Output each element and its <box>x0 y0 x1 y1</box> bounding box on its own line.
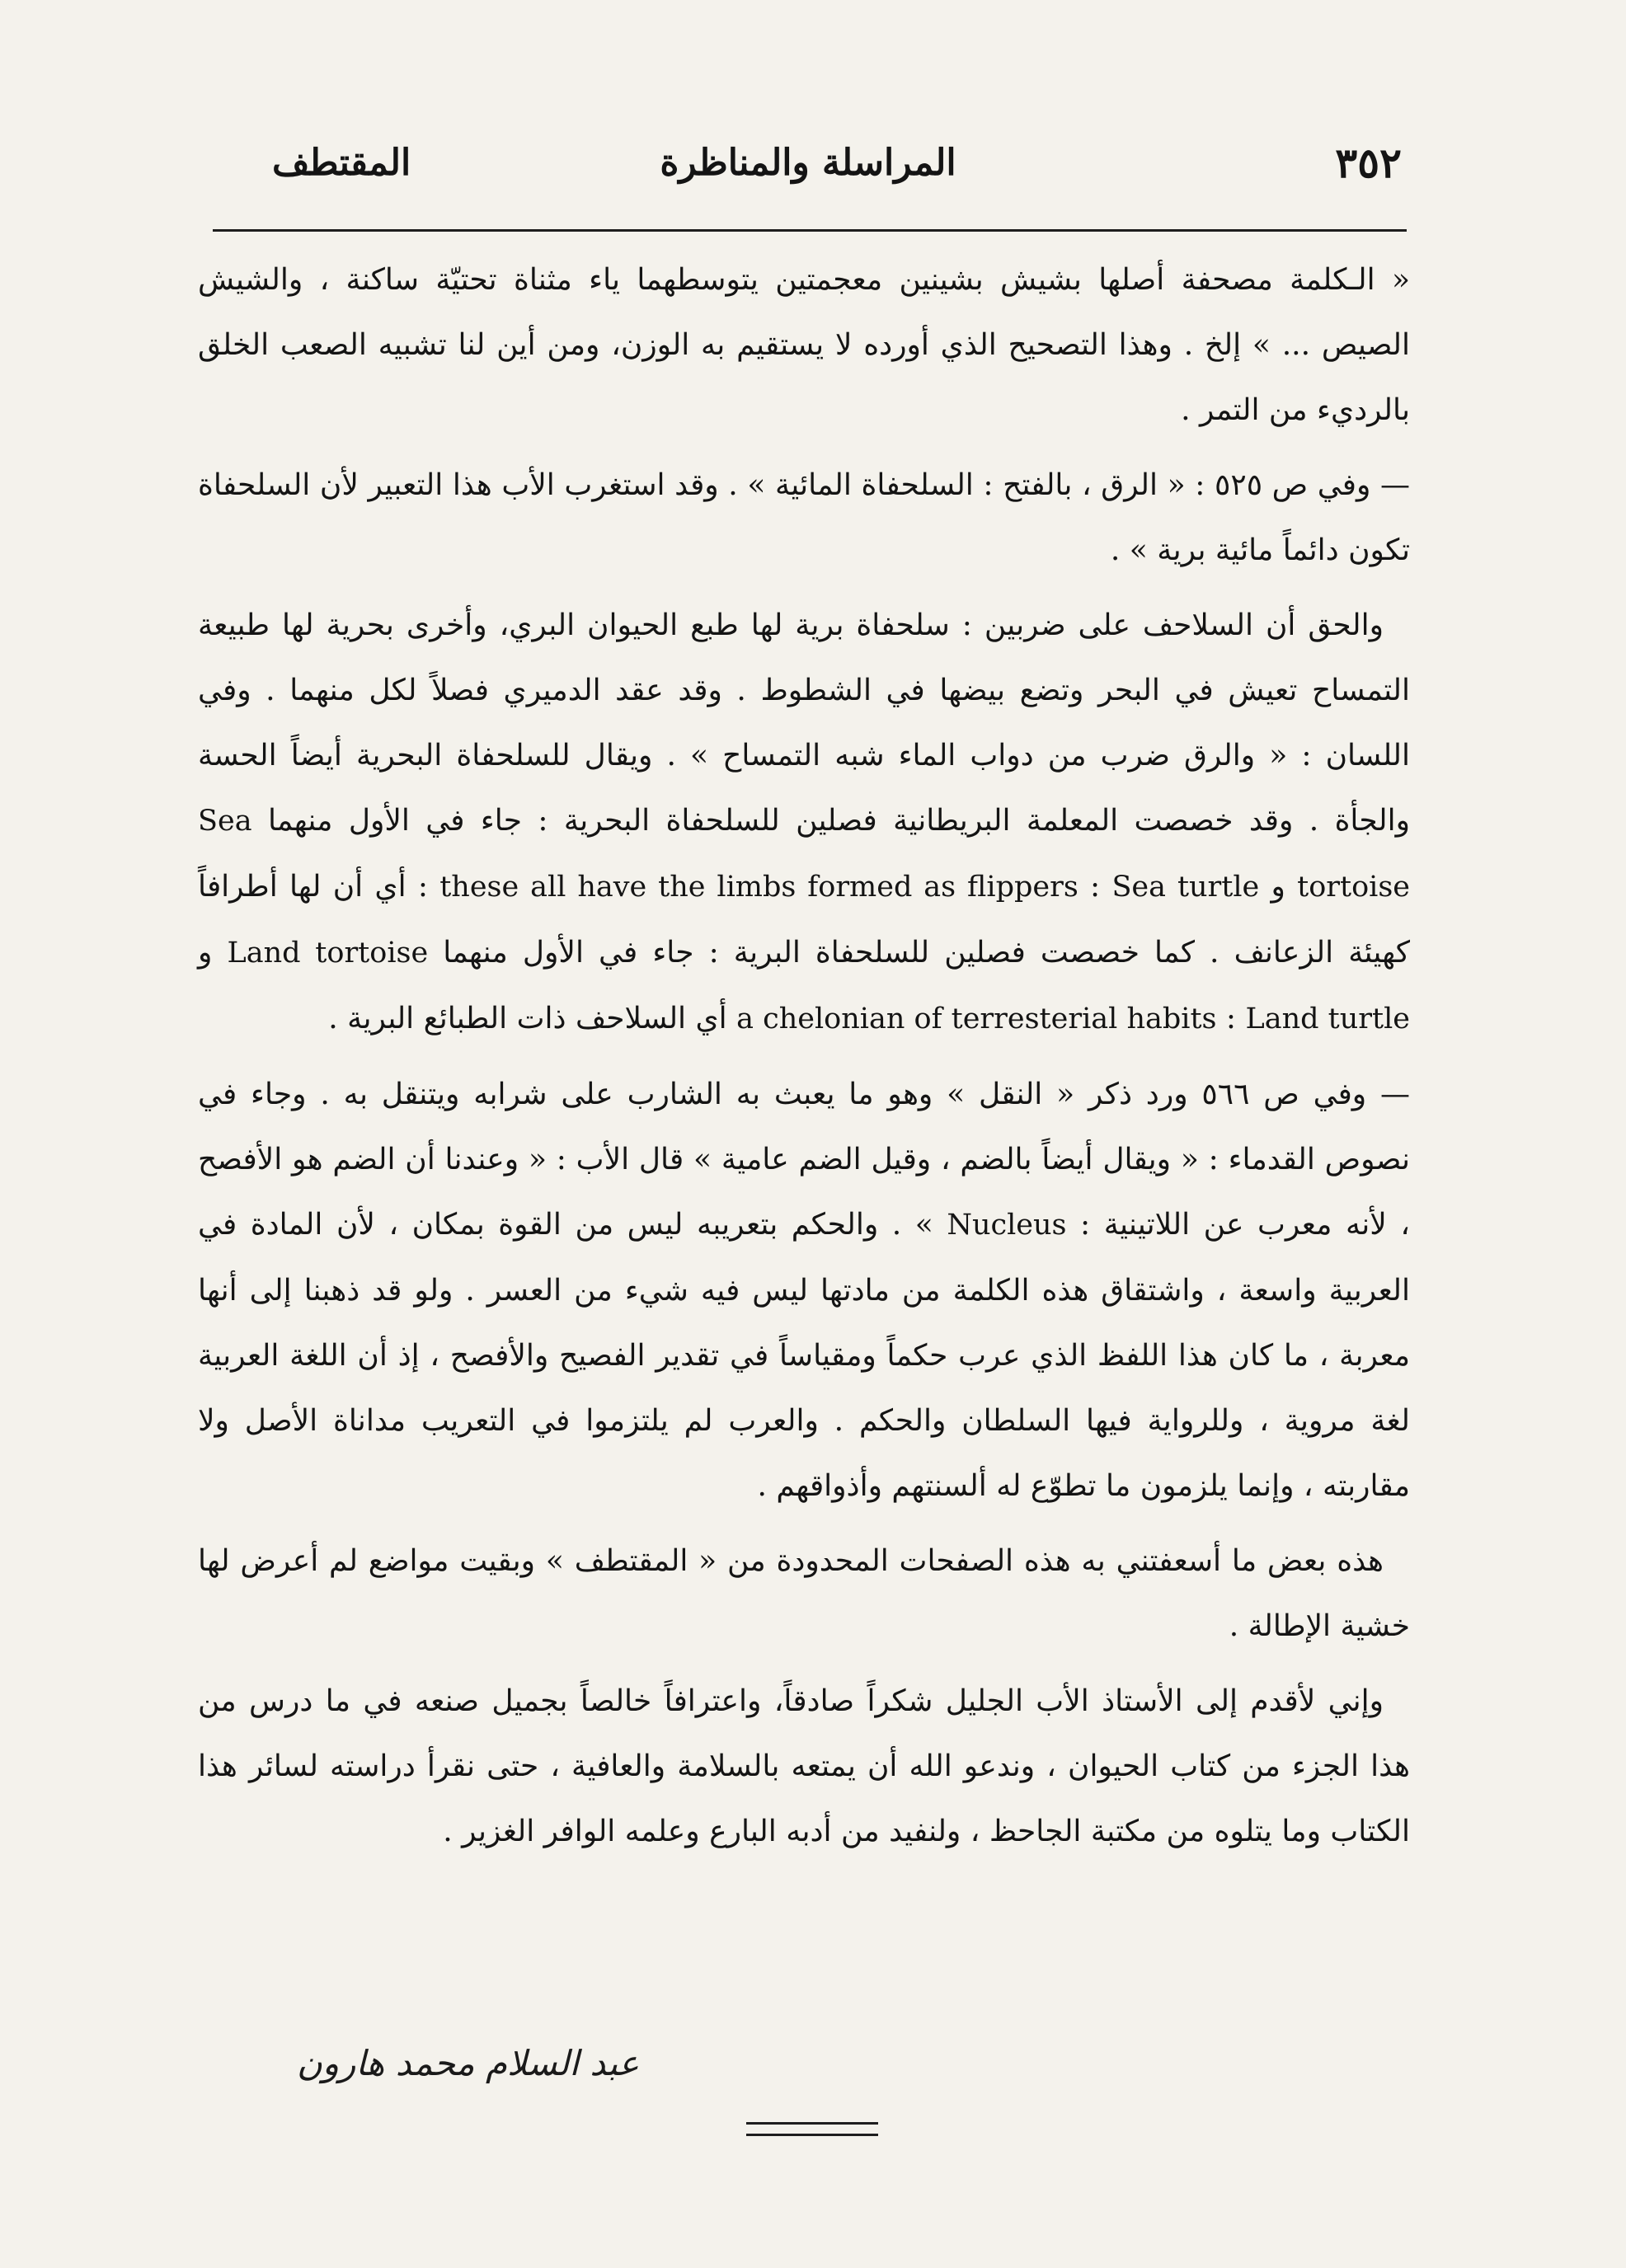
paragraph-text: و <box>198 936 228 970</box>
header-rule <box>213 229 1407 232</box>
paragraph-text: « الـكلمة مصحفة أصلها بشيش بشينين معجمتين يتوسطهما ياء مثناة تحتيّة ساكنة ، والشيش الصيص ... » إلخ . وهذا التصحيح الذي أورده لا يستقيم به الوزن، ومن أين لنا تشبيه الصعب الخلق بالرديء من التمر . <box>198 263 1410 427</box>
article-body <box>198 247 1410 1874</box>
end-rule <box>746 2122 878 2125</box>
paragraph-2 <box>198 453 1410 583</box>
paragraph-text: : أي أن لها أطرافاً كهيئة الزعانف . كما خصصت فصلين للسلحفاة البرية : جاء في الأول منهما <box>198 870 1410 970</box>
paragraph-text: — وفي ص ٥٢٥ : « الرق ، بالفتح : السلحفاة المائية » . وقد استغرب الأب هذا التعبير لأن السلحفاة تكون دائماً مائية برية » . <box>198 468 1411 567</box>
paragraph-text: والحق أن السلاحف على ضربين : سلحفاة برية لها طبع الحيوان البري، وأخرى بحرية لها طبيعة التمساح تعيش في البحر وتضع بيضها في الشطوط . وقد عقد الدميري فصلاً لكل منهما . وفي اللسان : « والرق ضرب من دواب الماء شبه التمساح » . ويقال للسلحفاة البحرية أيضاً الحسة والجأة . وقد خصصت المعلمة البريطانية فصلين للسلحفاة البحرية : جاء في الأول منهما <box>198 608 1410 838</box>
author-signature: عبد السلام محمد هارون <box>297 2043 640 2083</box>
section-title: المراسلة والمناظرة <box>660 142 956 184</box>
paragraph-text: هذه بعض ما أسعفتني به هذه الصفحات المحدودة من « المقتطف » وبقيت مواضع لم أعرض لها خشية الإطالة . <box>198 1544 1410 1643</box>
paragraph-5 <box>198 1528 1410 1659</box>
journal-name: المقتطف <box>272 142 411 184</box>
page-number: ٣٥٢ <box>1335 139 1402 187</box>
paragraph-text: : <box>1216 1002 1246 1035</box>
latin-term: Land tortoise <box>227 937 429 970</box>
paragraph-text: و <box>1259 870 1298 904</box>
latin-term: Sea turtle <box>1111 871 1260 904</box>
latin-quote: a chelonian of terresterial habits <box>736 1003 1217 1035</box>
latin-term: Sea tortoise <box>198 805 1411 904</box>
paragraph-text: — وفي ص ٥٦٦ ورد ذكر « النقل » وهو ما يعبث به الشارب على شرابه ويتنقل به . وجاء في نصوص القدماء : « ويقال أيضاً بالضم ، وقيل الضم عامية » قال الأب : « وعندنا أن الضم هو الأفصح ، لأنه معرب عن اللاتينية : <box>198 1078 1411 1242</box>
paragraph-text: : <box>1078 870 1112 904</box>
paragraph-text: وإني لأقدم إلى الأستاذ الأب الجليل شكراً صادقاً، واعترافاً خالصاً بجميل صنعه في ما درس من هذا الجزء من كتاب الحيوان ، وندعو الله أن يمتعه بالسلامة والعافية ، حتى نقرأ دراسته لسائر هذا الكتاب وما يتلوه من مكتبة الجاحظ ، ولنفيد من أدبه البارع وعلمه الوافر الغزير . <box>198 1684 1411 1848</box>
paragraph-3 <box>198 593 1410 1052</box>
latin-term: Land turtle <box>1245 1003 1410 1035</box>
latin-quote: these all have the limbs formed as flippers <box>439 871 1079 904</box>
paragraph-text: أي السلاحف ذات الطبائع البرية . <box>328 1002 737 1035</box>
paragraph-4 <box>198 1062 1410 1519</box>
paragraph-text: » . والحكم بتعريبه ليس من القوة بمكان ، لأن المادة في العربية واسعة ، واشتقاق هذه الكلمة من مادتها ليس فيه شيء من العسر . ولو قد ذهبنا إلى أنها معربة ، ما كان هذا اللفظ الذي عرب حكماً ومقياساً في تقدير الفصيح والأفصح ، إذ أن اللغة العربية لغة مروية ، وللرواية فيها السلطان والحكم . والعرب لم يلتزموا في التعريب مداناة الأصل ولا مقاربته ، وإنما يلزمون ما تطوّع له ألسنتهم وأذواقهم . <box>198 1208 1410 1503</box>
paragraph-6 <box>198 1669 1410 1864</box>
end-rule <box>746 2134 878 2136</box>
paragraph-1 <box>198 247 1410 443</box>
running-header <box>214 139 1402 213</box>
latin-term: Nucleus <box>947 1209 1067 1242</box>
